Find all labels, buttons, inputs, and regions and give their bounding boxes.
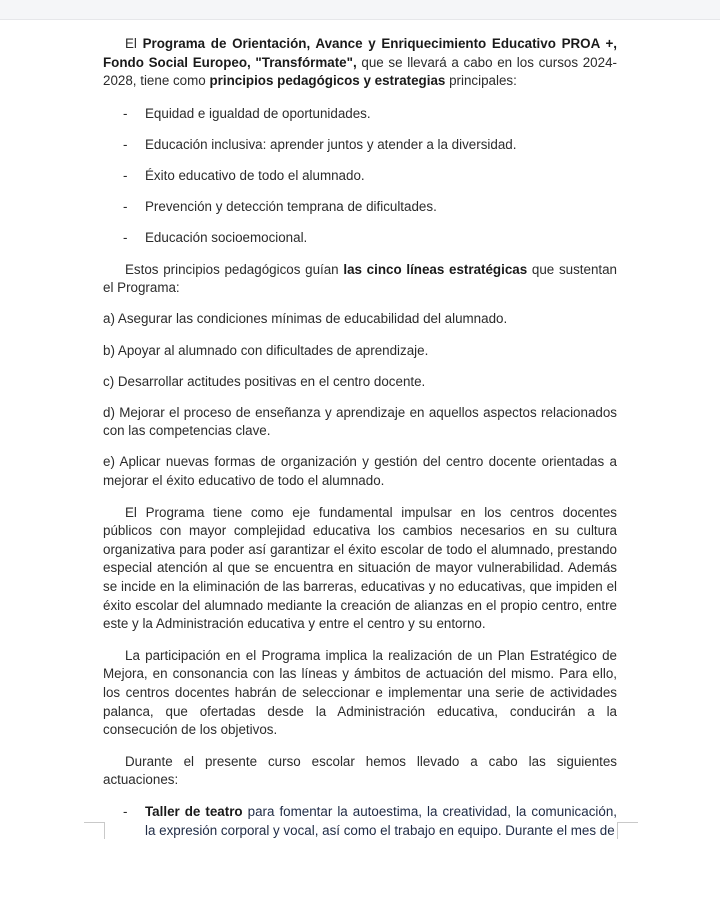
dash-bullet-icon: - <box>123 199 128 215</box>
program-axis-paragraph: El Programa tiene como eje fundamental impulsar en los centros docentes públicos con mayor complejidad educativa los cambios necesarios en su cultura organizativa para poder así garantizar el éxito escolar de todo el alumnado, prestando especial atención al que se encuentra en situación de mayor vulnerabilidad. Además se incide en la eliminación de las barreras, educativas y no educativas, que impiden el éxito escolar del alumnado mediante la creación de alianzas en el propio centro, entre este y la Administración educativa y entre el centro y su entorno. <box>103 504 617 632</box>
actions-intro-paragraph: Durante el presente curso escolar hemos llevado a cabo las siguientes actuaciones: <box>103 753 617 788</box>
principle-text: Éxito educativo de todo el alumnado. <box>145 167 365 183</box>
list-item <box>103 803 617 840</box>
intro-text-2: que se llevará a cabo en los cursos 2024-2028, tiene como <box>103 54 617 89</box>
five-lines-bold: las cinco líneas estratégicas <box>343 261 528 277</box>
principles-list <box>103 105 617 248</box>
page-corner-mark-right <box>617 822 638 839</box>
list-item <box>103 136 617 155</box>
dash-bullet-icon: - <box>123 105 128 121</box>
strategic-line-d: d) Mejorar el proceso de enseñanza y aprendizaje en aquellos aspectos relacionados con las competencias clave. <box>103 404 617 439</box>
top-toolbar-band <box>0 0 720 20</box>
strategic-line-e: e) Aplicar nuevas formas de organización y gestión del centro docente orientadas a mejorar el éxito educativo de todo el alumnado. <box>103 454 617 488</box>
list-item <box>103 198 617 217</box>
intro-paragraph <box>103 35 617 91</box>
document-page <box>103 35 617 840</box>
page-corner-mark-left <box>84 822 105 839</box>
strategic-line-a: a) Asegurar las condiciones mínimas de educabilidad del alumnado. <box>103 311 508 327</box>
lines-intro-text-2: que sustentan el Programa: <box>103 261 618 296</box>
principle-text: Educación socioemocional. <box>145 230 308 246</box>
list-item <box>103 167 617 186</box>
principle-text: Educación inclusiva: aprender juntos y atender a la diversidad. <box>145 136 517 152</box>
principles-bold: principios pedagógicos y estrategias <box>209 73 446 89</box>
principle-text: Prevención y detección temprana de dificultades. <box>145 199 437 215</box>
participation-paragraph: La participación en el Programa implica la realización de un Plan Estratégico de Mejora, en consonancia con las líneas y ámbitos de actuación del mismo. Para ello, los centros docentes habrán de seleccionar e implementar una serie de actividades palanca, que ofertadas desde la Administración educativa, conducirán a la consecución de los objetivos. <box>103 647 617 738</box>
action-text: para fomentar la autoestima, la creatividad, la comunicación, la expresión corporal y vocal, así como el trabajo en equipo. Durante el mes de <box>145 803 617 838</box>
strategic-lines-intro <box>103 261 617 298</box>
lines-intro-text-1: Estos principios pedagógicos guían <box>125 261 344 277</box>
list-item <box>103 105 617 124</box>
strategic-line-c: c) Desarrollar actitudes positivas en el centro docente. <box>103 373 426 389</box>
action-title-bold: Taller de teatro <box>145 803 243 819</box>
dash-bullet-icon: - <box>123 803 128 819</box>
intro-text-3: principales: <box>445 73 517 89</box>
strategic-line-b: b) Apoyar al alumnado con dificultades de aprendizaje. <box>103 342 429 358</box>
principle-text: Equidad e igualdad de oportunidades. <box>145 105 371 121</box>
program-name-bold: Programa de Orientación, Avance y Enriquecimiento Educativo PROA +, Fondo Social Europeo, "Transfórmate", <box>103 36 617 70</box>
actions-list <box>103 803 617 840</box>
intro-text-1: El <box>125 36 143 51</box>
dash-bullet-icon: - <box>123 136 128 152</box>
dash-bullet-icon: - <box>123 230 128 246</box>
list-item <box>103 229 617 248</box>
dash-bullet-icon: - <box>123 167 128 183</box>
